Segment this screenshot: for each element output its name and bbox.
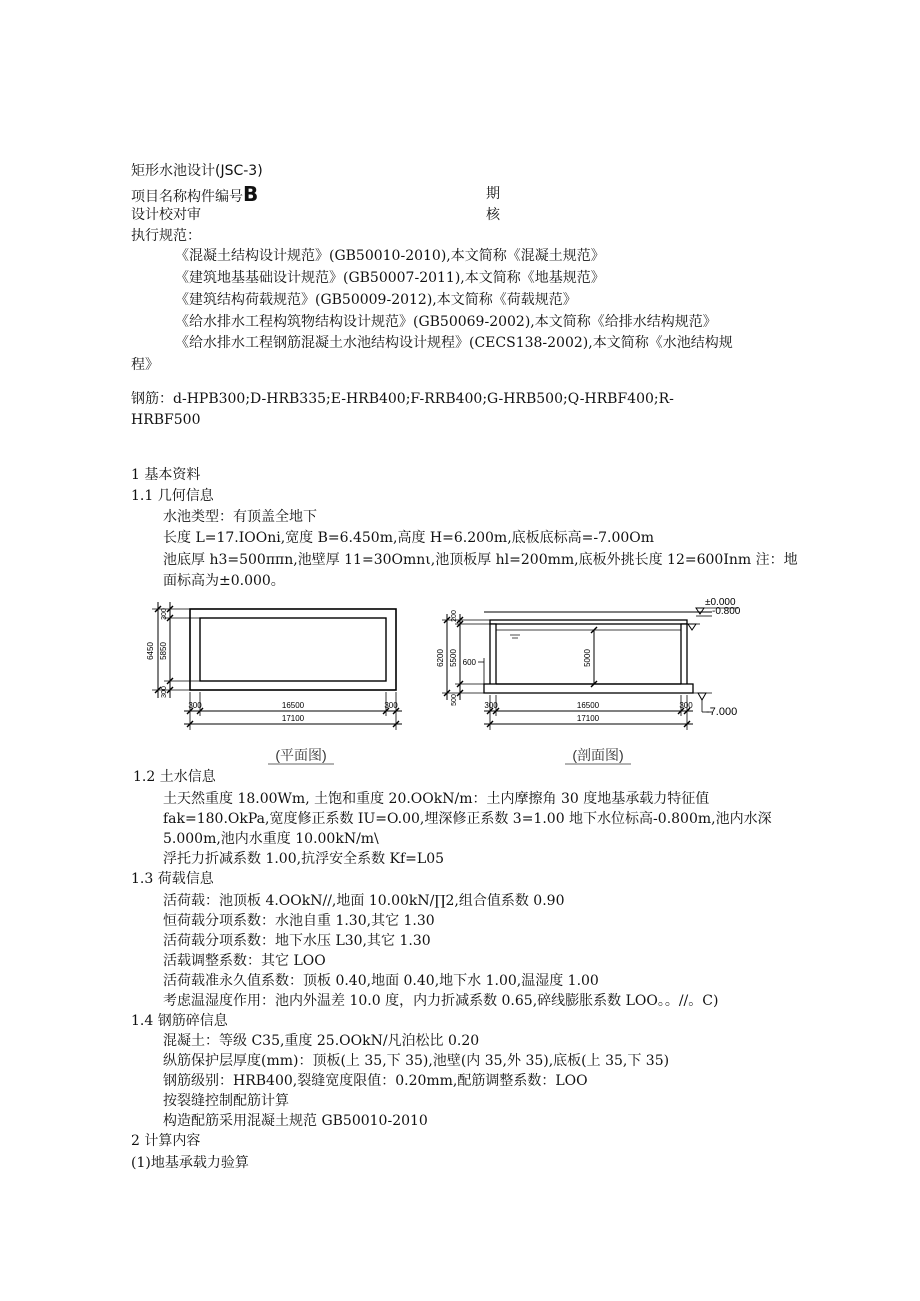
plan-dim-overall-h: 6450 (146, 642, 155, 660)
section-top-slab (490, 620, 687, 624)
plan-dim-right-wall: 300 (384, 701, 398, 710)
plan-dim-bottom-wall: 300 (161, 686, 168, 698)
level-marker-icon (698, 693, 706, 700)
date-label: 期 (486, 186, 500, 202)
section-dim-overall-h: 6200 (436, 649, 445, 667)
text-line: 5.000m,池内水重度 10.00kN/m\ (163, 831, 379, 847)
text-line: 考虑温湿度作用：池内外温差 10.0 度，内力折减系数 0.65,碎线膨胀系数 LOO。。//。C) (163, 993, 719, 1009)
section-caption: (剖面图) (572, 747, 624, 763)
text-line: 恒荷载分项系数：水池自重 1.30,其它 1.30 (163, 913, 435, 929)
level-water: -0.800 (712, 606, 741, 617)
subsection-title: 1.3 荷载信息 (131, 871, 214, 887)
text-line: 按裂缝控制配筋计算 (163, 1093, 289, 1109)
text-line: 活荷载：池顶板 4.OOkN//,地面 10.00kN∕∏2,组合值系数 0.90 (163, 893, 565, 909)
subsection-title: 1.2 土水信息 (133, 769, 216, 785)
section-dim-bottom-slab: 500 (451, 694, 458, 706)
section-dim-water-depth: 5000 (583, 649, 592, 667)
section-bottom-slab (484, 684, 693, 693)
plan-dim-top-wall: 300 (161, 608, 168, 620)
text-line: 浮托力折减系数 1.00,抗浮安全系数 Kf=L05 (163, 851, 445, 867)
code-line: 《给水排水工程钢筋混凝土水池结构设计规程》(CECS138-2002),本文简称《水池结构规 (175, 335, 733, 351)
section-view (436, 597, 741, 730)
level-ground: ±0.000 (705, 597, 736, 608)
code-line: 《给水排水工程构筑物结构设计规范》(GB50069-2002),本文简称《给排水结构规范》 (175, 314, 717, 330)
text-line: 水池类型：有顶盖全地下 (163, 509, 317, 525)
code-line: 《建筑结构荷载规范》(GB50009-2012),本文简称《荷载规范》 (175, 292, 577, 308)
plan-dim-left-wall: 300 (188, 701, 202, 710)
text-line: 构造配筋采用混凝土规范 GB50010-2010 (163, 1113, 428, 1129)
text-line: 面标高为±0.000。 (163, 573, 285, 589)
level-marker-icon (696, 608, 704, 614)
section-right-wall (681, 624, 687, 690)
doc-title: 矩形水池设计(JSC-3) (131, 163, 263, 179)
plan-dim-inner-w: 16500 (281, 701, 305, 710)
text-line: 长度 L=17.IOOni,宽度 B=6.450m,高度 H=6.200m,底板底标高=-7.00Om (163, 530, 655, 546)
text-line: 钢筋级别：HRB400,裂缝宽度限值：0.20mm,配筋调整系数：LOO (163, 1073, 588, 1089)
text-line: 活荷载分项系数：地下水压 L30,其它 1.30 (163, 933, 431, 949)
project-label-row (131, 184, 258, 207)
codes-heading: 执行规范： (131, 228, 201, 244)
plan-caption: (平面图) (275, 747, 327, 763)
text-line: 纵筋保护层厚度(mm)：顶板(上 35,下 35),池壁(内 35,外 35),底板(上 35,下 35) (163, 1053, 670, 1069)
section-title: 1 基本资料 (131, 467, 201, 483)
text-line: (1)地基承载力验算 (131, 1155, 249, 1171)
section-dim-inner-h: 5500 (449, 649, 458, 667)
plan-inner-wall (200, 618, 386, 681)
code-line: 程》 (131, 357, 159, 373)
text-line: fak=180.OkPa,宽度修正系数 IU=O.00,埋深修正系数 3=1.00 地下水位标高-0.800m,池内水深 (163, 811, 772, 827)
review-label: 核 (486, 207, 500, 223)
code-line: 《建筑地基基础设计规范》(GB50007-2011),本文简称《地基规范》 (175, 270, 605, 286)
plan-outer-wall (190, 609, 396, 690)
section-dim-inner-w: 16500 (576, 701, 600, 710)
text-line: 混凝土：等级 C35,重度 25.OOkN/凡泊松比 0.20 (163, 1033, 480, 1049)
section-dim-overall-w: 17100 (576, 714, 600, 723)
section-title: 2 计算内容 (131, 1133, 201, 1149)
section-dim-projection: 600 (462, 658, 476, 667)
text-line: 池底厚 h3=500ππn,池壁厚 11=30Omnι,池顶板厚 hl=200mm,底板外挑长度 12=600Inm 注：地 (163, 552, 798, 568)
project-code: B (243, 182, 259, 206)
rebar-line: 钢筋：d-HPB300;D-HRB335;E-HRB400;F-RRB400;G-HRB500;Q-HRBF400;R- (131, 391, 674, 407)
plan-view (146, 602, 402, 730)
level-bottom: -7.000 (706, 706, 738, 718)
project-label: 项目名称构件编号 (131, 189, 243, 205)
subsection-title: 1.1 几何信息 (131, 488, 214, 504)
section-dim-right-wall: 300 (679, 701, 693, 710)
design-label: 设计校对审 (131, 207, 201, 223)
figure-drawings (0, 596, 920, 771)
rebar-line: HRBF500 (131, 412, 201, 428)
text-line: 土天然重度 18.00Wm, 土饱和重度 20.OOkN/m：土内摩擦角 30 度地基承载力特征值 (163, 791, 710, 807)
plan-dim-inner-h: 5850 (159, 642, 168, 660)
plan-dim-overall-w: 17100 (281, 714, 305, 723)
level-marker-icon (688, 624, 696, 630)
text-line: 活载调整系数：其它 LOO (163, 953, 326, 969)
subsection-title: 1.4 钢筋碎信息 (131, 1013, 228, 1029)
section-dim-top-slab: 200 (451, 610, 458, 622)
section-dim-left-wall: 300 (484, 701, 498, 710)
section-left-wall (490, 624, 496, 690)
code-line: 《混凝土结构设计规范》(GB50010-2010),本文简称《混凝土规范》 (175, 248, 605, 264)
text-line: 活荷载准永久值系数：顶板 0.40,地面 0.40,地下水 1.00,温湿度 1.00 (163, 973, 599, 989)
